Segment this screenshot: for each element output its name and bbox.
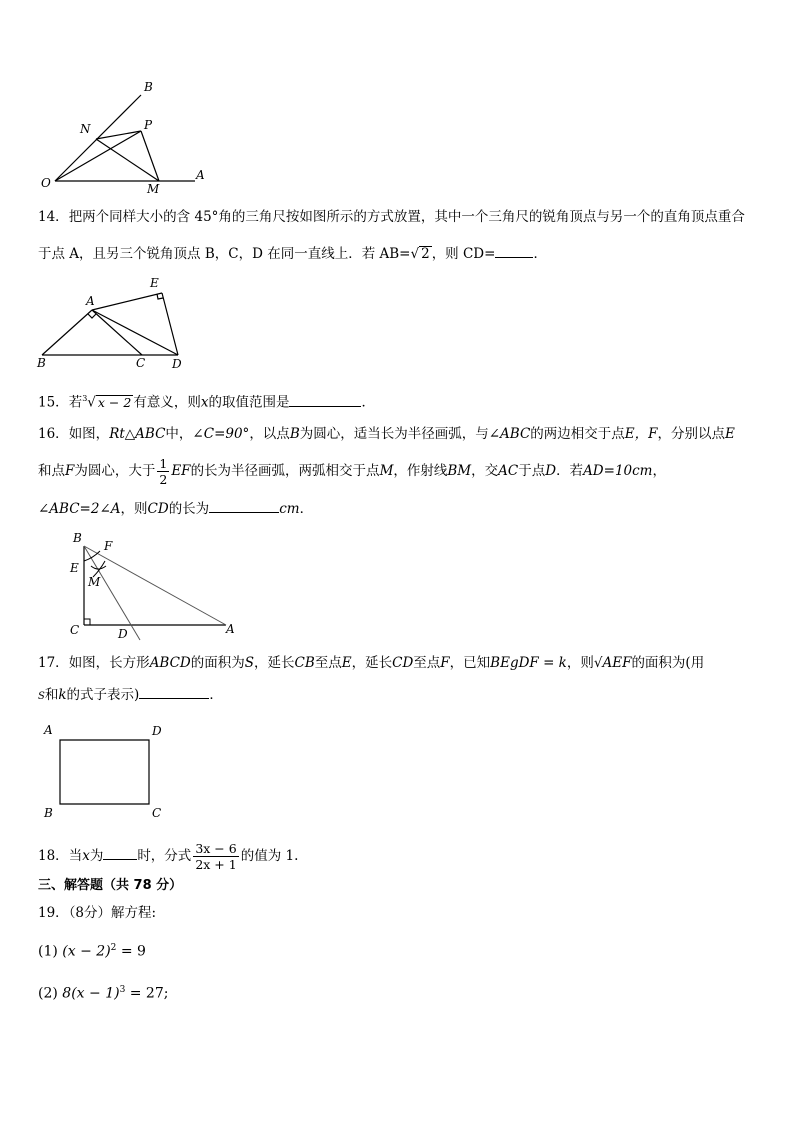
answer-blank-q18[interactable] bbox=[103, 847, 137, 860]
q17-line2: S和k的式子表示) ． bbox=[38, 687, 223, 703]
label-m: M bbox=[147, 182, 160, 196]
label-e: E bbox=[150, 276, 159, 290]
q19-equation-1: (1) $(x - 2)^2 = 9$ bbox=[38, 943, 146, 960]
q19-line: 19．（8分）解方程: bbox=[38, 905, 157, 921]
figure-14 bbox=[0, 270, 240, 380]
label-c: C bbox=[70, 623, 80, 637]
label-p: P bbox=[144, 118, 153, 132]
q19-equation-2: (2) $8(x - 1)^3 = 27$; bbox=[38, 985, 169, 1002]
answer-blank-q14[interactable] bbox=[495, 245, 533, 258]
q18-line: 18．当x为 时，分式 $\frac{3x - 6}{2x + 1}$ 的值为 1. bbox=[38, 841, 299, 872]
label-b: B bbox=[37, 356, 46, 370]
segment-pm bbox=[141, 131, 159, 181]
figure-13 bbox=[0, 0, 240, 200]
label-b: B bbox=[144, 80, 153, 94]
q17-line1: 17．如图，长方形ABCD的面积为S，延长CB至点E，延长CD至点F，已知BEgDF = k，则√AEF的面积为(用 bbox=[38, 655, 705, 671]
radicand: x − 2 bbox=[97, 394, 132, 410]
q16-line3: ∠ABC=2∠A，则CD的长为 cm． bbox=[38, 501, 314, 517]
answer-blank-q16[interactable] bbox=[209, 500, 279, 513]
rectangle-abcd bbox=[60, 740, 149, 804]
label-a: A bbox=[86, 294, 95, 308]
sqrt-sign: √ bbox=[87, 394, 96, 411]
q14-line1: 14．把两个同样大小的含 45°角的三角尺按如图所示的方式放置，其中一个三角尺的锐角顶点与另一个的直角顶点重合 bbox=[38, 209, 745, 225]
answer-blank-q17[interactable] bbox=[139, 686, 209, 699]
label-c: C bbox=[152, 806, 162, 820]
label-n: N bbox=[80, 122, 91, 136]
label-a: A bbox=[44, 723, 53, 737]
figure-16 bbox=[0, 528, 260, 643]
label-f: F bbox=[104, 539, 113, 553]
q16-line1: 16．如图，Rt△ABC中，∠C=90°，以点B为圆心，适当长为半径画弧，与∠ABC的两边相交于点E，F，分别以点E bbox=[38, 426, 735, 442]
label-b: B bbox=[44, 806, 53, 820]
segment-nm bbox=[96, 139, 159, 181]
q16-line2: 和点F为圆心，大于 $\frac{1}{2}$ EF的长为半径画弧，两弧相交于点M，作射线BM，交AC于点D．若AD=10cm， bbox=[38, 456, 666, 487]
label-c: C bbox=[136, 356, 146, 370]
fraction-expression: $\frac{3x - 6}{2x + 1}$ bbox=[195, 841, 237, 872]
label-d: D bbox=[118, 627, 128, 641]
q15-line: 15．若$^3$√ x − 2 有意义，则x的取值范围是 ． bbox=[38, 394, 375, 411]
label-d: D bbox=[152, 724, 162, 738]
sqrt-sign: √ bbox=[410, 246, 420, 262]
root-index: 3 bbox=[82, 394, 88, 403]
section-3-heading: 三、解答题（共 78 分） bbox=[38, 878, 183, 893]
q14-line2: 于点 A，且另三个锐角顶点 B，C，D 在同一直线上．若 AB=√ 2 ，则 CD= ． bbox=[38, 246, 547, 262]
label-d: D bbox=[172, 357, 182, 371]
sqrt-radicand: 2 bbox=[421, 246, 430, 262]
label-o: O bbox=[41, 176, 51, 190]
answer-blank-q15[interactable] bbox=[289, 394, 361, 407]
label-a: A bbox=[196, 168, 205, 182]
figure-17 bbox=[30, 720, 180, 830]
label-e: E bbox=[70, 561, 79, 575]
label-a: A bbox=[226, 622, 235, 636]
fraction-half: $\frac{1}{2}$ bbox=[159, 456, 168, 487]
label-b: B bbox=[73, 531, 82, 545]
figure-14-svg bbox=[0, 270, 240, 380]
figure-16-svg bbox=[0, 528, 260, 643]
label-m: M bbox=[88, 575, 101, 589]
